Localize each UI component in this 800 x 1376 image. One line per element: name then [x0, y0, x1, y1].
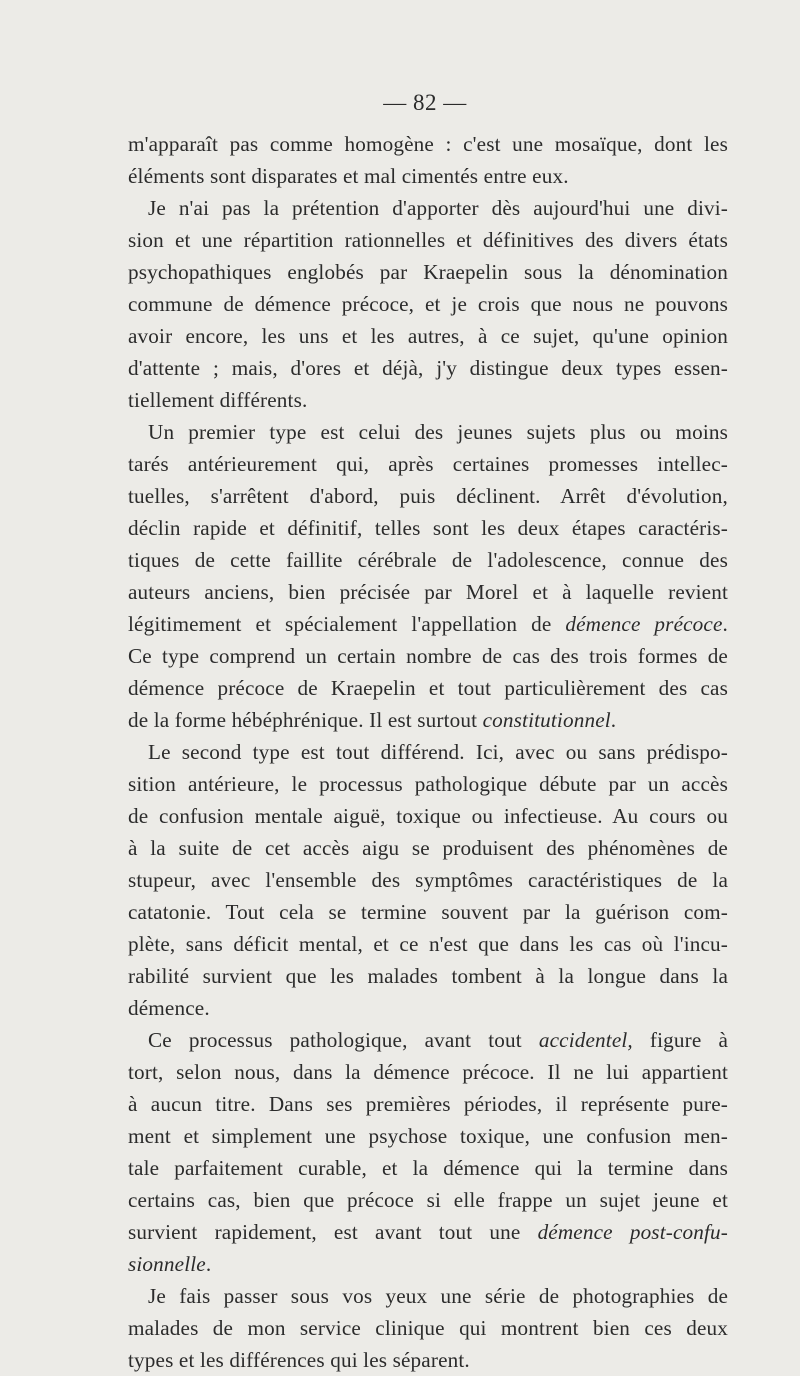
- page-number: — 82 —: [383, 90, 467, 115]
- text-line: à aucun titre. Dans ses premières périodes, il représente pure-: [128, 1092, 728, 1116]
- text-line: tarés antérieurement qui, après certaines promesses intellec-: [128, 452, 728, 476]
- italic-term: sionnelle: [128, 1252, 206, 1276]
- text-line: tale parfaitement curable, et la démence qui la termine dans: [128, 1156, 728, 1180]
- text-line: sion et une répartition rationnelles et définitives des divers états: [128, 228, 728, 252]
- text-line: survient rapidement, est avant tout une démence post-confu-: [128, 1220, 728, 1244]
- text-line: tuelles, s'arrêtent d'abord, puis déclinent. Arrêt d'évolution,: [128, 484, 728, 508]
- text-line: démence précoce de Kraepelin et tout particulièrement des cas: [128, 676, 728, 700]
- text-line: auteurs anciens, bien précisée par Morel et à laquelle revient: [128, 580, 728, 604]
- text-line: Ce type comprend un certain nombre de cas des trois formes de: [128, 644, 728, 668]
- text-line: déclin rapide et définitif, telles sont les deux étapes caractéris-: [128, 516, 728, 540]
- text-line: éléments sont disparates et mal cimentés entre eux.: [128, 164, 569, 188]
- text-line: tiellement différents.: [128, 388, 308, 412]
- text-line: plète, sans déficit mental, et ce n'est que dans les cas où l'incu-: [128, 932, 728, 956]
- text-line: avoir encore, les uns et les autres, à ce sujet, qu'une opinion: [128, 324, 728, 348]
- italic-term: démence post-confu-: [537, 1220, 728, 1244]
- text-line: malades de mon service clinique qui montrent bien ces deux: [128, 1316, 728, 1340]
- text-line: tiques de cette faillite cérébrale de l'adolescence, connue des: [128, 548, 728, 572]
- text-line: m'apparaît pas comme homogène : c'est une mosaïque, dont les: [128, 132, 728, 156]
- italic-term: constitutionnel: [482, 708, 611, 732]
- text-line: à la suite de cet accès aigu se produisent des phénomènes de: [128, 836, 728, 860]
- text-line: psychopathiques englobés par Kraepelin sous la dénomination: [128, 260, 728, 284]
- paragraph-start-line: Ce processus pathologique, avant tout accidentel, figure à: [148, 1028, 729, 1052]
- text-line: légitimement et spécialement l'appellation de démence précoce.: [128, 612, 728, 636]
- text-line: types et les différences qui les séparent.: [128, 1348, 470, 1372]
- text-line: sionnelle.: [128, 1252, 212, 1276]
- paragraph-start-line: Je fais passer sous vos yeux une série de photographies de: [148, 1284, 728, 1308]
- text-line: commune de démence précoce, et je crois que nous ne pouvons: [128, 292, 728, 316]
- text-line: ment et simplement une psychose toxique, une confusion men-: [128, 1124, 728, 1148]
- text-line: d'attente ; mais, d'ores et déjà, j'y distingue deux types essen-: [128, 356, 728, 380]
- paragraph-start-line: Le second type est tout différend. Ici, avec ou sans prédispo-: [148, 740, 728, 764]
- paragraph-start-line: Un premier type est celui des jeunes sujets plus ou moins: [148, 420, 728, 444]
- text-line: certains cas, bien que précoce si elle frappe un sujet jeune et: [128, 1188, 728, 1212]
- text-line: démence.: [128, 996, 210, 1020]
- text-line: sition antérieure, le processus pathologique débute par un accès: [128, 772, 728, 796]
- text-line: de confusion mentale aiguë, toxique ou infectieuse. Au cours ou: [128, 804, 728, 828]
- paragraph-start-line: Je n'ai pas la prétention d'apporter dès aujourd'hui une divi-: [148, 196, 728, 220]
- italic-term: démence précoce: [565, 612, 723, 636]
- text-line: de la forme hébéphrénique. Il est surtout constitutionnel.: [128, 708, 617, 732]
- body-text: [128, 128, 728, 1376]
- text-line: stupeur, avec l'ensemble des symptômes caractéristiques de la: [128, 868, 728, 892]
- text-line: tort, selon nous, dans la démence précoce. Il ne lui appartient: [128, 1060, 728, 1084]
- text-line: rabilité survient que les malades tombent à la longue dans la: [128, 964, 728, 988]
- italic-term: accidentel,: [538, 1028, 633, 1052]
- text-line: catatonie. Tout cela se termine souvent par la guérison com-: [128, 900, 728, 924]
